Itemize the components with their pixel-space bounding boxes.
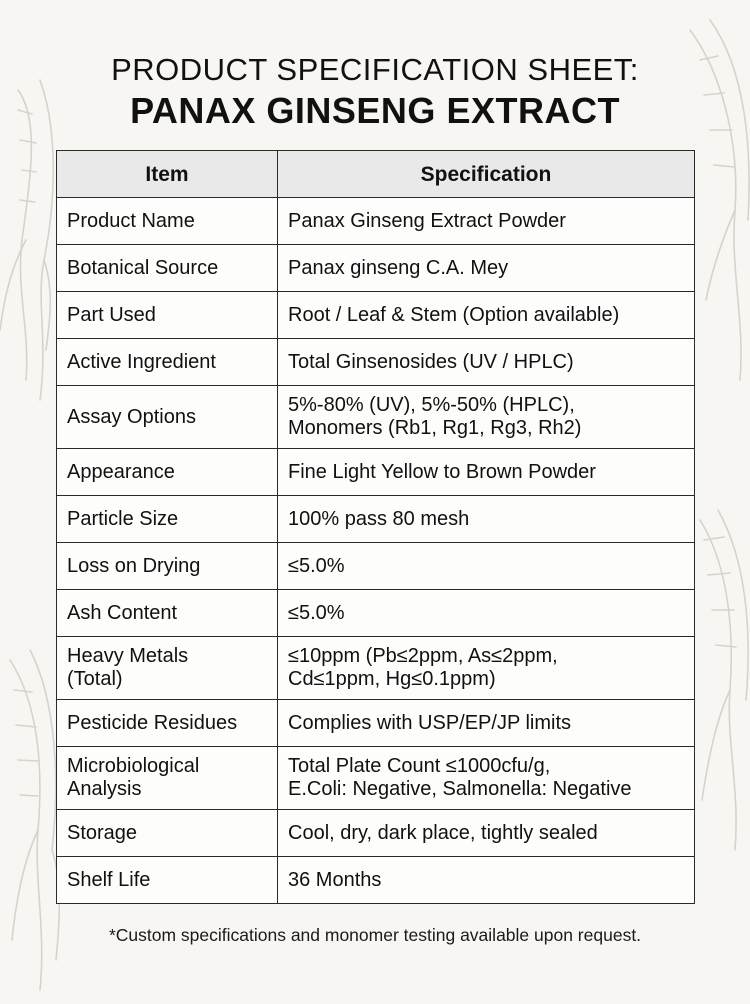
column-header-specification: Specification (278, 151, 695, 198)
row-spec-ash-content: ≤5.0% (278, 590, 695, 637)
row-spec-botanical-source: Panax ginseng C.A. Mey (278, 245, 695, 292)
page-title-line2: PANAX GINSENG EXTRACT (130, 90, 620, 131)
table-row (57, 857, 695, 904)
table-row (57, 747, 695, 810)
table-header-row (57, 151, 695, 198)
table-row (57, 496, 695, 543)
row-item-shelf-life: Shelf Life (57, 857, 278, 904)
row-spec-loss-on-drying: ≤5.0% (278, 543, 695, 590)
row-spec-appearance: Fine Light Yellow to Brown Powder (278, 449, 695, 496)
row-spec-assay-options: 5%-80% (UV), 5%-50% (HPLC), Monomers (Rb1, Rg1, Rg3, Rh2) (278, 386, 695, 449)
footnote: *Custom specifications and monomer testing available upon request. (108, 925, 642, 945)
row-spec-active-ingredient: Total Ginsenosides (UV / HPLC) (278, 339, 695, 386)
row-item-particle-size: Particle Size (57, 496, 278, 543)
row-spec-particle-size: 100% pass 80 mesh (278, 496, 695, 543)
row-item-loss-on-drying: Loss on Drying (57, 543, 278, 590)
row-item-product-name: Product Name (57, 198, 278, 245)
row-item-active-ingredient: Active Ingredient (57, 339, 278, 386)
table-row (57, 543, 695, 590)
row-item-storage: Storage (57, 810, 278, 857)
row-item-heavy-metals: Heavy Metals (Total) (57, 637, 278, 700)
row-spec-shelf-life: 36 Months (278, 857, 695, 904)
row-spec-pesticide-residues: Complies with USP/EP/JP limits (278, 700, 695, 747)
table-row (57, 292, 695, 339)
specification-table (56, 150, 695, 904)
row-item-microbiological-analysis: Microbiological Analysis (57, 747, 278, 810)
column-header-item: Item (57, 151, 278, 198)
row-item-appearance: Appearance (57, 449, 278, 496)
table-row (57, 590, 695, 637)
row-spec-storage: Cool, dry, dark place, tightly sealed (278, 810, 695, 857)
row-spec-product-name: Panax Ginseng Extract Powder (278, 198, 695, 245)
row-spec-heavy-metals: ≤10ppm (Pb≤2ppm, As≤2ppm, Cd≤1ppm, Hg≤0.1ppm) (278, 637, 695, 700)
row-item-part-used: Part Used (57, 292, 278, 339)
table-row (57, 198, 695, 245)
row-spec-part-used: Root / Leaf & Stem (Option available) (278, 292, 695, 339)
row-item-ash-content: Ash Content (57, 590, 278, 637)
table-row (57, 449, 695, 496)
page-title-line1: PRODUCT SPECIFICATION SHEET: (111, 52, 639, 87)
row-item-assay-options: Assay Options (57, 386, 278, 449)
table-row (57, 700, 695, 747)
table-row (57, 810, 695, 857)
table-row (57, 245, 695, 292)
row-item-botanical-source: Botanical Source (57, 245, 278, 292)
table-row (57, 386, 695, 449)
table-row (57, 339, 695, 386)
row-spec-microbiological-analysis: Total Plate Count ≤1000cfu/g, E.Coli: Negative, Salmonella: Negative (278, 747, 695, 810)
row-item-pesticide-residues: Pesticide Residues (57, 700, 278, 747)
table-row (57, 637, 695, 700)
